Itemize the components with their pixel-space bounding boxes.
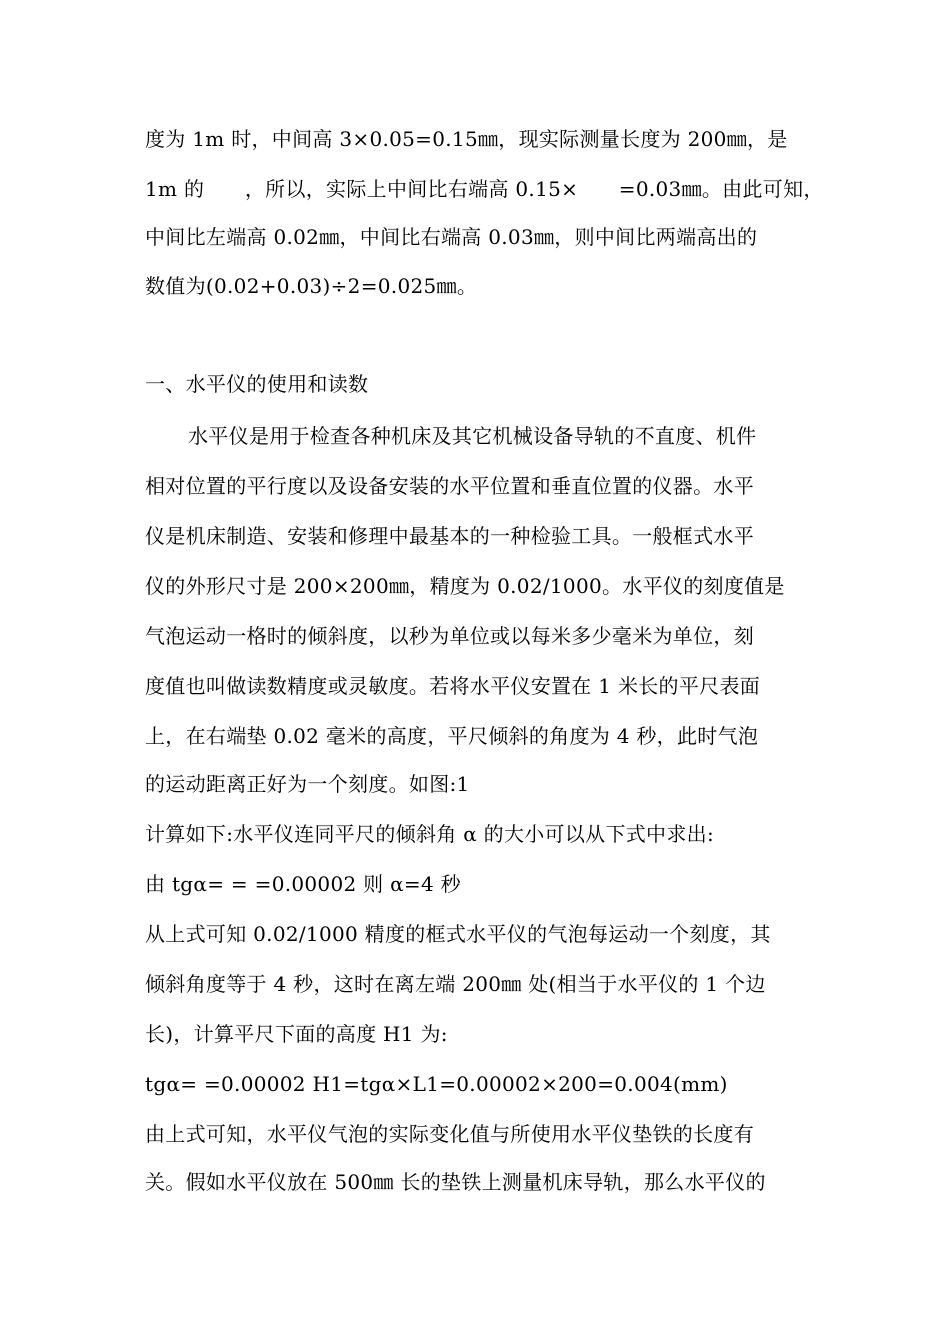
text-line-11: 度值也叫做读数精度或灵敏度。若将水平仪安置在 1 米长的平尺表面 (145, 674, 761, 698)
text-line-14: 计算如下:水平仪连同平尺的倾斜角 α 的大小可以从下式中求出: (145, 822, 714, 846)
text-line-2: 1m 的 ，所以，实际上中间比右端高 0.15× =0.03㎜。由此可知， (145, 177, 824, 201)
paragraph-first-line: 水平仪是用于检查各种机床及其它机械设备导轨的不直度、机件 (188, 424, 757, 448)
text-line-12: 上，在右端垫 0.02 毫米的高度，平尺倾斜的角度为 4 秒，此时气泡 (145, 724, 759, 748)
text-line-8: 仪是机床制造、安装和修理中最基本的一种检验工具。一般框式水平 (145, 524, 754, 548)
text-line-13: 的运动距离正好为一个刻度。如图:1 (145, 772, 470, 796)
text-line-1: 度为 1m 时，中间高 3×0.05=0.15㎜，现实际测量长度为 200㎜，是 (145, 127, 788, 151)
text-line-20: 由上式可知，水平仪气泡的实际变化值与所使用水平仪垫铁的长度有 (145, 1122, 754, 1146)
text-line-21: 关。假如水平仪放在 500㎜ 长的垫铁上测量机床导轨，那么水平仪的 (145, 1170, 766, 1194)
formula-line-1: 由 tgα= = =0.00002 则 α=4 秒 (145, 872, 461, 896)
text-line-10: 气泡运动一格时的倾斜度，以秒为单位或以每米多少毫米为单位，刻 (145, 624, 754, 648)
text-line-3: 中间比左端高 0.02㎜，中间比右端高 0.03㎜，则中间比两端高出的 (145, 225, 758, 249)
text-line-17: 倾斜角度等于 4 秒，这时在离左端 200㎜ 处(相当于水平仪的 1 个边 (145, 972, 766, 996)
text-line-7: 相对位置的平行度以及设备安装的水平位置和垂直位置的仪器。水平 (145, 474, 754, 498)
section-heading: 一、水平仪的使用和读数 (145, 372, 369, 396)
text-line-9: 仪的外形尺寸是 200×200㎜，精度为 0.02/1000。水平仪的刻度值是 (145, 574, 785, 598)
text-line-18: 长)，计算平尺下面的高度 H1 为: (145, 1022, 448, 1046)
text-line-4: 数值为(0.02+0.03)÷2=0.025㎜。 (145, 274, 478, 298)
text-line-16: 从上式可知 0.02/1000 精度的框式水平仪的气泡每运动一个刻度，其 (145, 922, 771, 946)
formula-line-2: tgα= =0.00002 H1=tgα×L1=0.00002×200=0.004(mm) (145, 1072, 728, 1096)
